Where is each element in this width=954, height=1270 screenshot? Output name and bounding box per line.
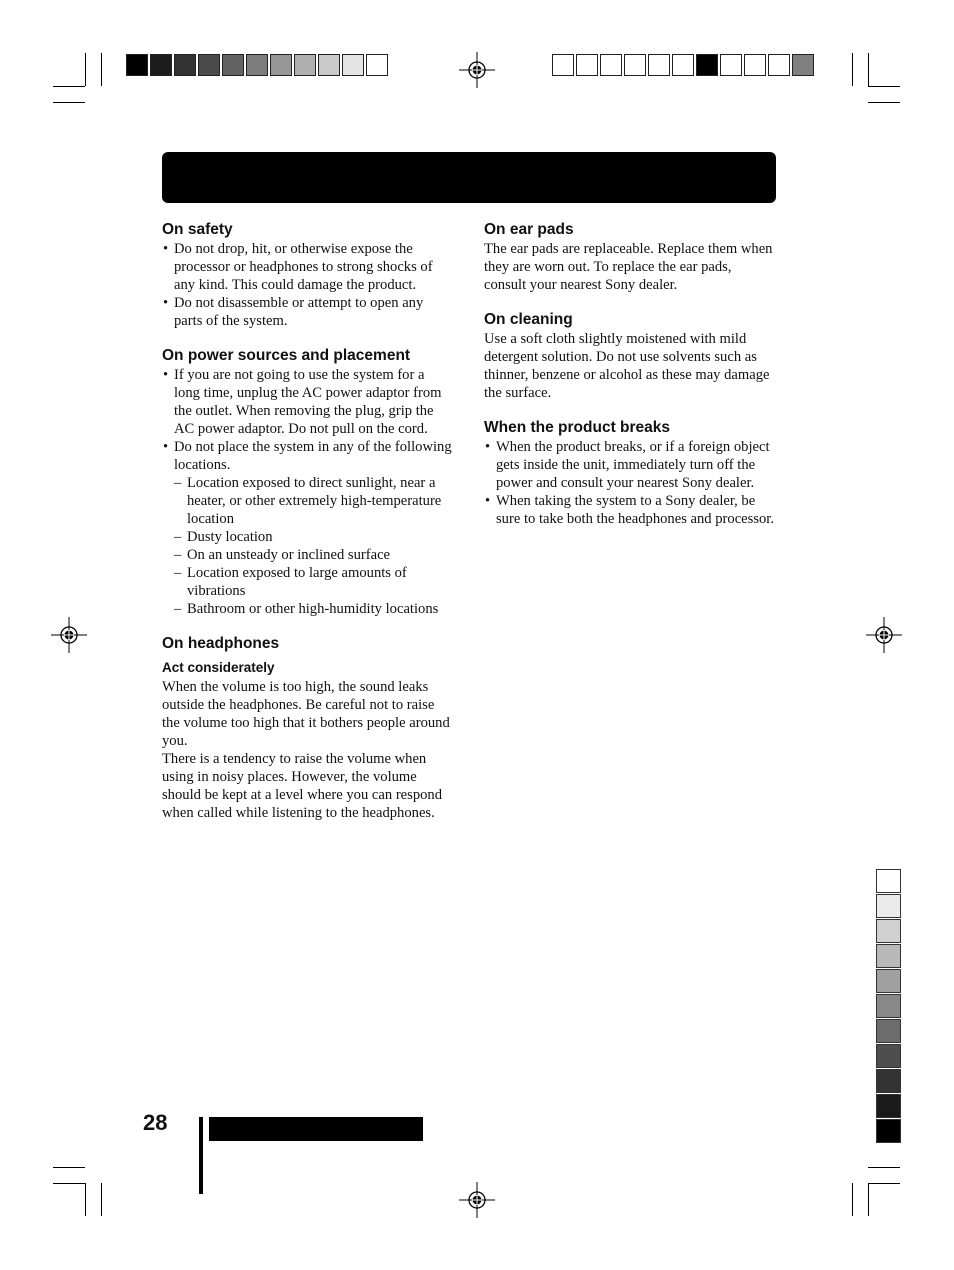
paragraph: The ear pads are replaceable. Replace them when they are worn out. To replace the ear pads, consult your nearest Sony dealer. [484,241,773,293]
color-swatch [792,54,814,76]
left-column [162,220,454,838]
color-swatch [876,869,901,893]
crop-mark [852,53,853,86]
crop-mark [852,1183,853,1216]
bullet-list [162,240,454,330]
crop-mark [868,102,900,103]
power-section [162,346,454,618]
section-heading: On power sources and placement [162,347,411,364]
color-swatch [768,54,790,76]
bullet-list [162,366,454,618]
paragraph: When the volume is too high, the sound leaks outside the headphones. Be careful not to raise the volume too high that it bothers people around you. [162,679,450,749]
section-heading: On cleaning [484,311,573,328]
location-list [162,474,454,618]
color-swatch [672,54,694,76]
color-swatch [600,54,622,76]
section-heading: When the product breaks [484,419,671,436]
bullet-list [484,438,776,528]
paragraph: There is a tendency to raise the volume when using in noisy places. However, the volume should be kept at a level where you can respond when called while listening to the headphones. [162,751,443,821]
color-swatch [342,54,364,76]
section-heading: On ear pads [484,221,574,238]
color-swatch [876,1119,901,1143]
color-swatch [624,54,646,76]
color-swatch [294,54,316,76]
footer-rule [199,1117,203,1194]
crop-mark [868,86,900,87]
color-swatch [876,1069,901,1093]
color-swatch [744,54,766,76]
color-swatch [876,919,901,943]
color-swatch [318,54,340,76]
color-swatch [150,54,172,76]
registration-mark-icon [459,1182,495,1218]
color-swatch [576,54,598,76]
color-swatch [246,54,268,76]
registration-mark-icon [459,52,495,88]
list-item: • When taking the system to a Sony dealer, be sure to take both the headphones and processor. [484,492,776,528]
color-swatch [876,1019,901,1043]
color-swatch [126,54,148,76]
color-swatch [270,54,292,76]
section-heading: On headphones [162,635,280,652]
color-swatch [222,54,244,76]
headphones-section [162,634,454,822]
list-item: – Dusty location [162,528,454,546]
right-column [484,220,776,544]
color-swatch [876,1044,901,1068]
list-item: • Do not disassemble or attempt to open any parts of the system. [162,294,454,330]
color-swatch [876,894,901,918]
color-swatch [552,54,574,76]
color-swatch [198,54,220,76]
crop-mark [53,102,85,103]
registration-mark-icon [51,617,87,653]
crop-mark [868,1183,900,1184]
list-item: • If you are not going to use the system for a long time, unplug the AC power adaptor from the outlet. When removing the plug, grip the AC power adaptor. Do not pull on the cord. [162,366,454,438]
page-number: 28 [143,1110,168,1135]
crop-mark [53,1183,85,1184]
crop-mark [85,53,86,86]
paragraph: Use a soft cloth slightly moistened with mild detergent solution. Do not use solvents such as thinner, benzene or alcohol as these may damage the surface. [484,331,770,401]
crop-mark [868,53,869,86]
list-item: • When the product breaks, or if a foreign object gets inside the unit, immediately turn off the power and consult your nearest Sony dealer. [484,438,776,492]
subheading: Act considerately [162,660,275,675]
top-left-color-bar [126,54,388,76]
cleaning-section [484,310,776,402]
color-swatch [366,54,388,76]
crop-mark [868,1167,900,1168]
list-item: – Location exposed to large amounts of vibrations [162,564,454,600]
color-swatch [648,54,670,76]
header-band [162,152,776,203]
list-item: – Location exposed to direct sunlight, near a heater, or other extremely high-temperature location [162,474,454,528]
color-swatch [720,54,742,76]
list-item: – Bathroom or other high-humidity locations [162,600,454,618]
list-item-text: Do not place the system in any of the following locations. [174,439,452,473]
section-heading: On safety [162,221,233,238]
top-right-color-bar [552,54,814,76]
list-item: • Do not drop, hit, or otherwise expose the processor or headphones to strong shocks of any kind. This could damage the product. [162,240,454,294]
color-swatch [876,994,901,1018]
color-swatch [696,54,718,76]
crop-mark [101,53,102,86]
safety-section [162,220,454,330]
color-swatch [876,969,901,993]
color-swatch [876,1094,901,1118]
ear-pads-section [484,220,776,294]
registration-mark-icon [866,617,902,653]
list-item [162,438,454,618]
crop-mark [53,1167,85,1168]
footer-band [209,1117,423,1141]
crop-mark [53,86,85,87]
crop-mark [85,1183,86,1216]
list-item: – On an unsteady or inclined surface [162,546,454,564]
color-swatch [876,944,901,968]
breaks-section [484,418,776,528]
crop-mark [868,1183,869,1216]
side-color-bar [876,869,901,1143]
crop-mark [101,1183,102,1216]
color-swatch [174,54,196,76]
